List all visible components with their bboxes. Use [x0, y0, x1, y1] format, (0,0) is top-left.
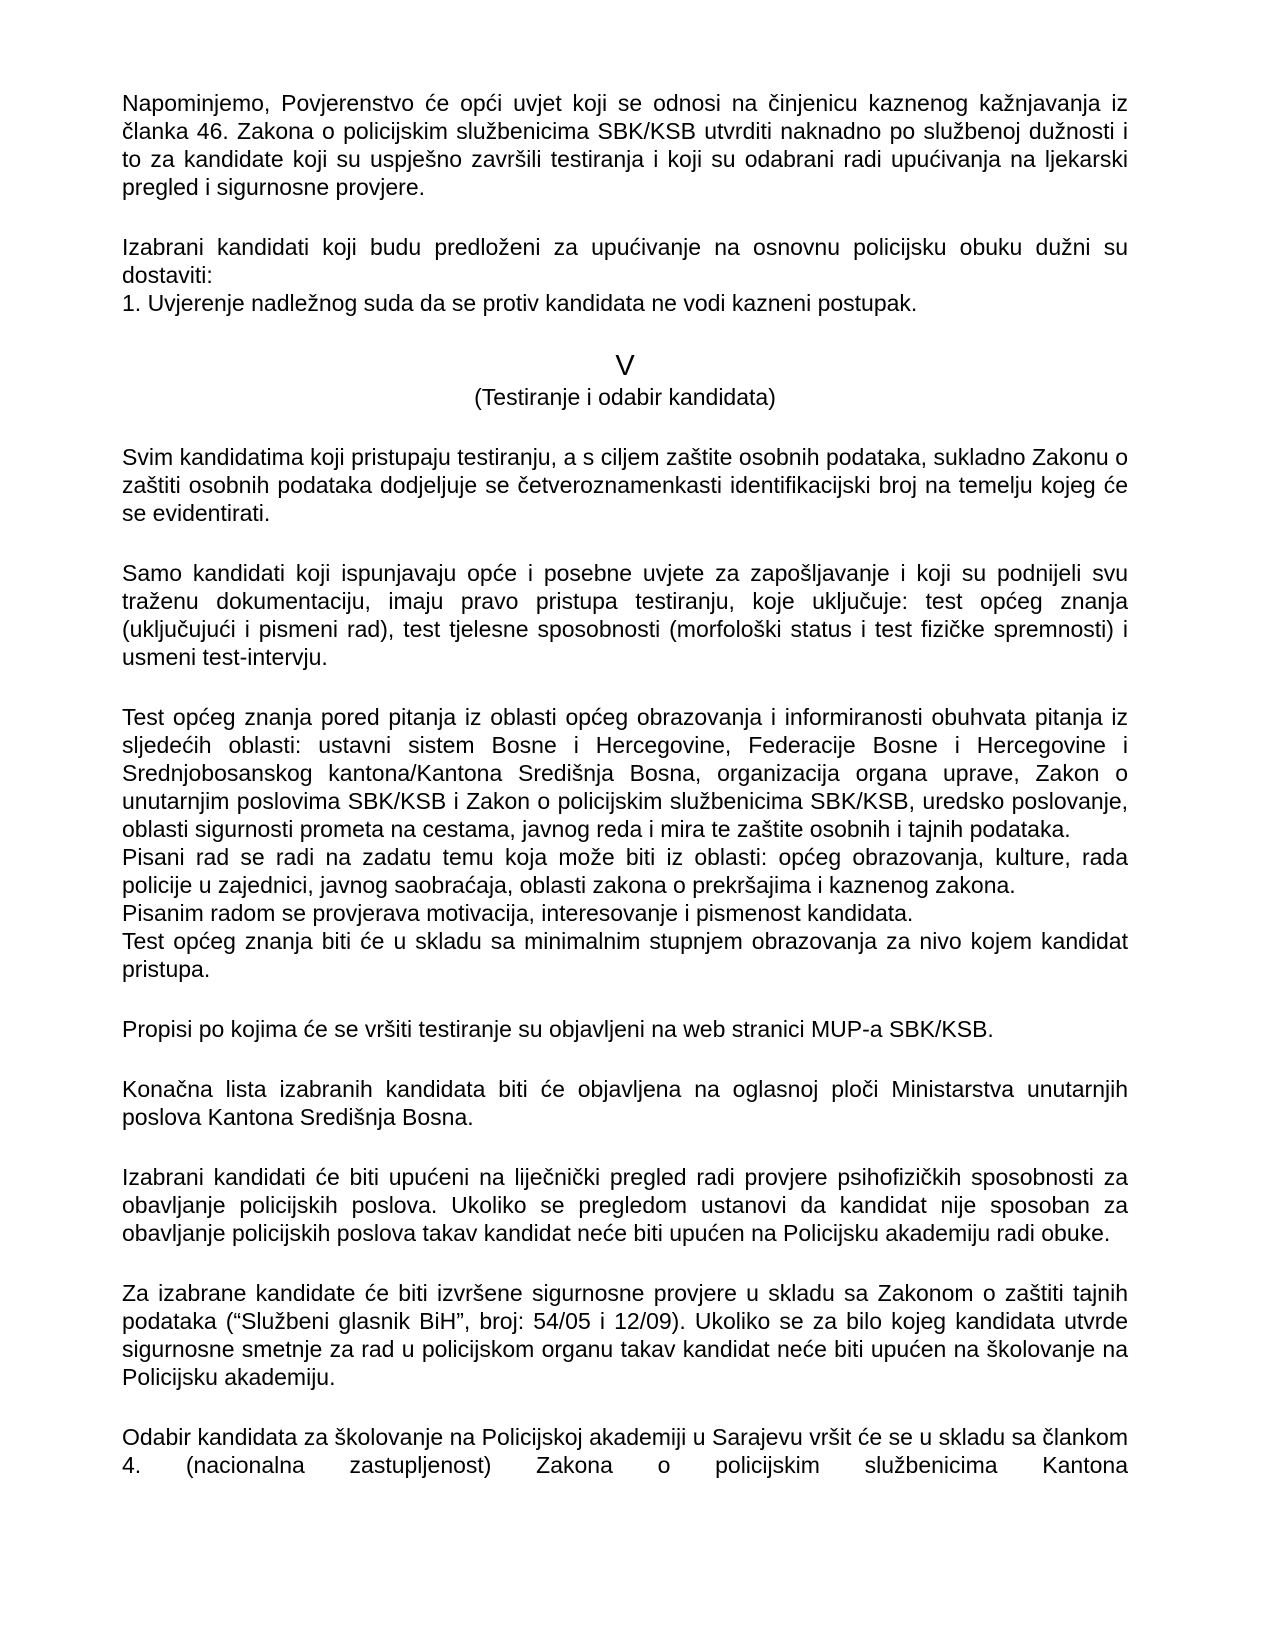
section-title-heading: (Testiranje i odabir kandidata) [474, 384, 776, 410]
paragraph: Konačna lista izabranih kandidata biti će objavljena na oglasnoj ploči Ministarstva unutarnjih poslova Kantona Središnja Bosna. [122, 1076, 1128, 1130]
list-item: 1. Uvjerenje nadležnog suda da se protiv kandidata ne vodi kazneni postupak. [122, 290, 918, 316]
paragraph: Za izabrane kandidate će biti izvršene sigurnosne provjere u skladu sa Zakonom o zaštiti tajnih podataka (“Službeni glasnik BiH”, broj: 54/05 i 12/09). Ukoliko se za bilo kojeg kandidata utvrde sigurnosne smetnje za rad u policijskom organu takav kandidat neće biti upućen na školovanje na Policijsku akademiju. [122, 1280, 1128, 1390]
paragraph: Test općeg znanja biti će u skladu sa minimalnim stupnjem obrazovanja za nivo kojem kandidat pristupa. [122, 928, 1128, 982]
paragraph: Odabir kandidata za školovanje na Policijskoj akademiji u Sarajevu vršit će se u skladu sa člankom 4. (nacionalna zastupljenost) Zakona o policijskim službenicima Kantona [122, 1424, 1128, 1478]
paragraph: Pisani rad se radi na zadatu temu koja može biti iz oblasti: općeg obrazovanja, kulture, rada policije u zajednici, javnog saobraćaja, oblasti zakona o prekršajima i kaznenog zakona. [122, 844, 1128, 898]
paragraph: Izabrani kandidati će biti upućeni na liječnički pregled radi provjere psihofizičkih sposobnosti za obavljanje policijskih poslova. Ukoliko se pregledom ustanovi da kandidat nije sposoban za obavljanje policijskih poslova takav kandidat neće biti upućen na Policijsku akademiju radi obuke. [122, 1164, 1128, 1246]
paragraph: Pisanim radom se provjerava motivacija, interesovanje i pismenost kandidata. [122, 900, 914, 926]
paragraph: Test općeg znanja pored pitanja iz oblasti općeg obrazovanja i informiranosti obuhvata pitanja iz sljedećih oblasti: ustavni sistem Bosne i Hercegovine, Federacije Bosne i Hercegovine i Srednjobosanskog kantona/Kantona Središnja Bosna, organizacija organa uprave, Zakon o unutarnjim poslovima SBK/KSB i Zakon o policijskim službenicima SBK/KSB, uredsko poslovanje, oblasti sigurnosti prometa na cestama, javnog reda i mira te zaštite osobnih i tajnih podataka. [122, 704, 1128, 842]
paragraph: Napominjemo, Povjerenstvo će opći uvjet koji se odnosi na činjenicu kaznenog kažnjavanja iz članka 46. Zakona o policijskim službenicima SBK/KSB utvrditi naknadno po službenoj dužnosti i to za kandidate koji su uspješno završili testiranja i koji su odabrani radi upućivanja na ljekarski pregled i sigurnosne provjere. [122, 90, 1128, 200]
section-numeral-heading: V [615, 350, 635, 382]
document-content [122, 89, 1128, 1479]
paragraph: Svim kandidatima koji pristupaju testiranju, a s ciljem zaštite osobnih podataka, sukladno Zakonu o zaštiti osobnih podataka dodjeljuje se četveroznamenkasti identifikacijski broj na temelju kojeg će se evidentirati. [122, 444, 1128, 526]
paragraph: Propisi po kojima će se vršiti testiranje su objavljeni na web stranici MUP-a SBK/KSB. [122, 1016, 994, 1042]
paragraph: Samo kandidati koji ispunjavaju opće i posebne uvjete za zapošljavanje i koji su podnijeli svu traženu dokumentaciju, imaju pravo pristupa testiranju, koje uključuje: test općeg znanja (uključujući i pismeni rad), test tjelesne sposobnosti (morfološki status i test fizičke spremnosti) i usmeni test-intervju. [122, 560, 1128, 670]
paragraph: Izabrani kandidati koji budu predloženi za upućivanje na osnovnu policijsku obuku dužni su dostaviti: [122, 234, 1128, 288]
